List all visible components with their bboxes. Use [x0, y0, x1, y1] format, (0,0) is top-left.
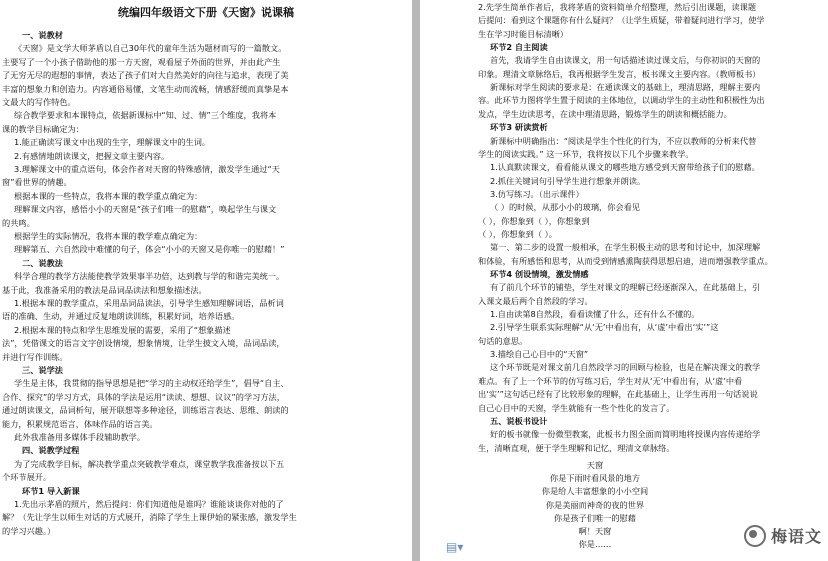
- paragraph-line: 句话的意思。: [478, 335, 528, 346]
- paragraph-line: 科学合理的教学方法能使教学效果事半功倍，达到教与学的和谐完美统一。: [14, 271, 285, 282]
- paragraph-line: 主要写了一个小孩子借助他的那一方天窗，观看屋子外面的世界，并由此产生: [2, 56, 281, 67]
- paragraph-line: 难点。有了上一个环节的仿写练习后，学生对从‘无’中看出有，从‘虚’中看: [478, 375, 743, 386]
- section-heading: 一、说教材: [22, 30, 63, 40]
- paragraph-line: 新课标中明确指出：“阅读是学生个性化的行为，不应以教师的分析来代替: [490, 135, 757, 146]
- poem-line: 你是……: [578, 539, 612, 550]
- paragraph-line: 生，清晰直观，便于学生理解和记忆，理清文章脉络。: [478, 442, 675, 453]
- section-heading: 四、说教学过程: [22, 445, 80, 456]
- paragraph-line: 了无穷无尽的遐想的事情，表达了孩子们对大自然美好的向往与追求，表现了美: [2, 70, 289, 81]
- paragraph-line: 语的准确、生动，并通过反复地朗读训练，积累好词，培养语感。: [2, 311, 240, 322]
- paragraph-line: 第一、第二步的设置一般相承，在学生积极主动的思考和讨论中，加深理解: [490, 242, 761, 253]
- paragraph-line: 的共鸣。: [2, 217, 35, 228]
- right-page: [420, 0, 828, 561]
- paragraph-line: 和体验，有所感悟和思考，从而受到情感熏陶获得思想启迪，进而增强教学重点。: [478, 255, 773, 266]
- paragraph-line: 理解课文内容，感悟小小的天窗是“孩子们唯一的慰藉”，唤起学生与课文: [14, 204, 277, 215]
- paragraph-line: 3.描绘自己心目中的“天窗”: [490, 349, 589, 360]
- paragraph-line: 1.认真默读课文，看看能从课文的哪些地方感受到天窗带给孩子们的慰藉。: [490, 162, 760, 173]
- paragraph-line: 印象。理清文章脉络后，我再根据学生发言，板书课文主要内容。（教师板书）: [478, 68, 761, 79]
- paragraph-line: 综合教学要求和本课特点，依据新课标中“知、过、情”三个维度，我将本: [14, 110, 277, 121]
- paragraph-line: 生在学习时能目标清晰）: [478, 28, 569, 39]
- paragraph-line: 合作、探究”的学习方式，具体的学法是运用“读读、想想、议议”的学习方法，: [2, 391, 285, 402]
- paragraph-line: 好的板书就像一份微型教案，此板书力图全面而简明地将授课内容传递给学: [490, 429, 761, 440]
- poem-line: 你是下雨时看风景的地方: [549, 473, 641, 484]
- paragraph-line: 1.自由读第8自然段，看看读懂了什么，还有什么不懂的。: [490, 309, 700, 320]
- paragraph-line: 法”，凭借课文的语言文字创设情境，想象情境，让学生披文入境，品词品读，: [2, 338, 285, 349]
- paragraph-line: 解？（先让学生以师生对话的方式展开，消除了学生上课伊始的紧张感，激发学生: [2, 512, 297, 523]
- paragraph-line: 基于此，我准备采用的教法是品词品读法和想象描述法。: [2, 284, 207, 295]
- page-gutter: [412, 0, 420, 561]
- paragraph-line: 能力，积累规范语言，体味作品的语言美。: [2, 418, 158, 429]
- section-heading: 环节1 导入新课: [22, 485, 80, 496]
- paragraph-line: 3.理解课文中的重点语句，体会作者对天窗的特殊感情，激发学生通过“天: [14, 164, 280, 174]
- section-heading: 三、说学法: [22, 365, 63, 375]
- paragraph-line: 《天窗》是文学大师茅盾以自己30年代的童年生活为题材而写的一篇散文。: [14, 43, 287, 54]
- section-heading: 二、说教法: [22, 257, 63, 268]
- paragraph-line: 窗”看世界的情趣。: [2, 177, 72, 188]
- document-title: 统编四年级语文下册《天窗》说课稿: [118, 6, 294, 19]
- paragraph-line: 为了完成教学目标，解决教学重点突破教学难点，课堂教学我准备按以下五: [14, 458, 285, 469]
- paragraph-line: 学生是主体，我贯彻的指导思想是把“学习的主动权还给学生”，倡导“自主、: [14, 378, 289, 389]
- paragraph-line: 文最大的写作特色。: [2, 97, 76, 107]
- paragraph-line: 并进行写作训练。: [2, 351, 68, 362]
- paragraph-line: 这个环节既是对课文前几自然段学习的回顾与检验，也是在解决课文的教学: [490, 362, 761, 373]
- paragraph-line: 2.抓住关键词句引导学生进行想象并朗读。: [490, 175, 646, 186]
- paragraph-line: （ ），你想象到（ ），你想象到: [478, 215, 590, 226]
- paragraph-line: 1.能正确读写课文中出现的生字，理解课文中的生词。: [14, 137, 211, 148]
- paragraph-line: 通过朗读课文，品词析句，展开联想等多种途径，训练语言表达、思维、朗读的: [2, 405, 289, 416]
- paragraph-line: （ ）的时候，从那小小的玻璃，你会看见: [490, 202, 640, 213]
- paragraph-line: 学生的阅读实践。” 这一环节，我将按以下几个步骤来教学。: [478, 148, 694, 159]
- paragraph-line: 1.先出示茅盾的照片，然后提问：你们知道他是谁吗？谁能谈谈你对他的了: [14, 499, 284, 509]
- paragraph-line: 2.先学生简单作者后，我将茅盾的资料简单介绍整理，然后引出课题，读课题: [478, 2, 757, 12]
- paragraph-line: 个环节展开。: [2, 472, 52, 483]
- paragraph-line: 课的教学目标确定为：: [2, 123, 84, 134]
- paragraph-line: 3.仿写练习。（出示课件）: [490, 188, 584, 199]
- paragraph-line: 此外我准备用多媒体手段辅助教学。: [14, 432, 146, 442]
- paragraph-line: 容。此环节力图将学生置于阅读的主体地位，以调动学生的主动性和积极性为出: [478, 95, 765, 106]
- wechat-logo-icon: [744, 525, 766, 547]
- paragraph-line: 根据学生的实际情况，我将本课的教学难点确定为：: [14, 231, 203, 241]
- paragraph-line: 新课标对学生阅读的要求是：在通读课文的基础上，理清思路，理解主要内: [490, 82, 761, 93]
- paragraph-line: 后提问：看到这个课题你有什么疑问？（让学生质疑，带着疑问进行学习，使学: [478, 15, 765, 26]
- section-heading: 五、说板书设计: [490, 415, 548, 426]
- section-heading: 环节3 研读赏析: [490, 122, 548, 133]
- watermark-text: 梅语文: [770, 527, 822, 546]
- poem-title: 天窗: [586, 460, 604, 470]
- paragraph-line: 丰富的想象力和创造力。内容通俗易懂，文笔生动而流畅，情感舒缓而真挚是本: [2, 83, 289, 94]
- paragraph-line: 1.根据本课的教学重点，采用品词品读法，引导学生感知理解词语，品析词: [14, 298, 284, 308]
- paragraph-line: 2.引导学生联系实际理解“从‘无’中看出有，从‘虚’中看出‘实’”这: [490, 322, 719, 333]
- watermark: [744, 524, 822, 547]
- poem-line: 你是美丽而神奇的夜的世界: [545, 499, 645, 510]
- paragraph-line: 首先，我请学生自由读课文，用一句话描述读过课文后，与你初识的天窗的: [490, 55, 761, 66]
- paragraph-line: 2.有感情地朗读课文，把握文章主要内容。: [14, 150, 170, 161]
- section-heading: 环节4 创设情境，激发情感: [490, 269, 589, 279]
- paragraph-line: 自己心目中的天窗，学生就能有一些个性化的发言了。: [478, 402, 675, 413]
- paragraph-line: 的学习兴趣。）: [2, 525, 56, 536]
- paragraph-line: （ ），你想象到（ ）。: [478, 228, 557, 239]
- paragraph-line: 2.根据本课的特点和学生思维发展的需要，采用了“想象描述: [14, 324, 231, 335]
- section-heading: 环节2 自主阅读: [490, 42, 548, 53]
- paragraph-line: 出‘实’”这句话已经有了比较形象的理解，在此基础上，让学生再用一句话说说: [478, 389, 758, 400]
- left-page: [0, 0, 412, 561]
- paragraph-line: 入课文最后两个自然段的学习。: [478, 295, 593, 306]
- paragraph-line: 理解第五、六自然段中难懂的句子，体会“小小的天窗又是你唯一的慰藉！”: [14, 244, 285, 255]
- poem-line: 你是孩子们唯一的慰藉: [554, 512, 636, 523]
- document-icon[interactable]: ▤▾: [446, 540, 464, 554]
- paragraph-line: 根据本课的一些特点，我将本课的教学重点确定为：: [14, 190, 203, 201]
- poem-line: 啊！天窗: [578, 526, 612, 536]
- paragraph-line: 发点，学生边读思考，在读中理清思路，锻炼学生的朗读和概括能力。: [478, 108, 732, 119]
- poem-line: 你是给人丰富想象的小小空间: [541, 486, 649, 497]
- paragraph-line: 有了前几个环节的铺垫，学生对课文的理解已经逐渐深入，在此基础上，引: [490, 282, 761, 293]
